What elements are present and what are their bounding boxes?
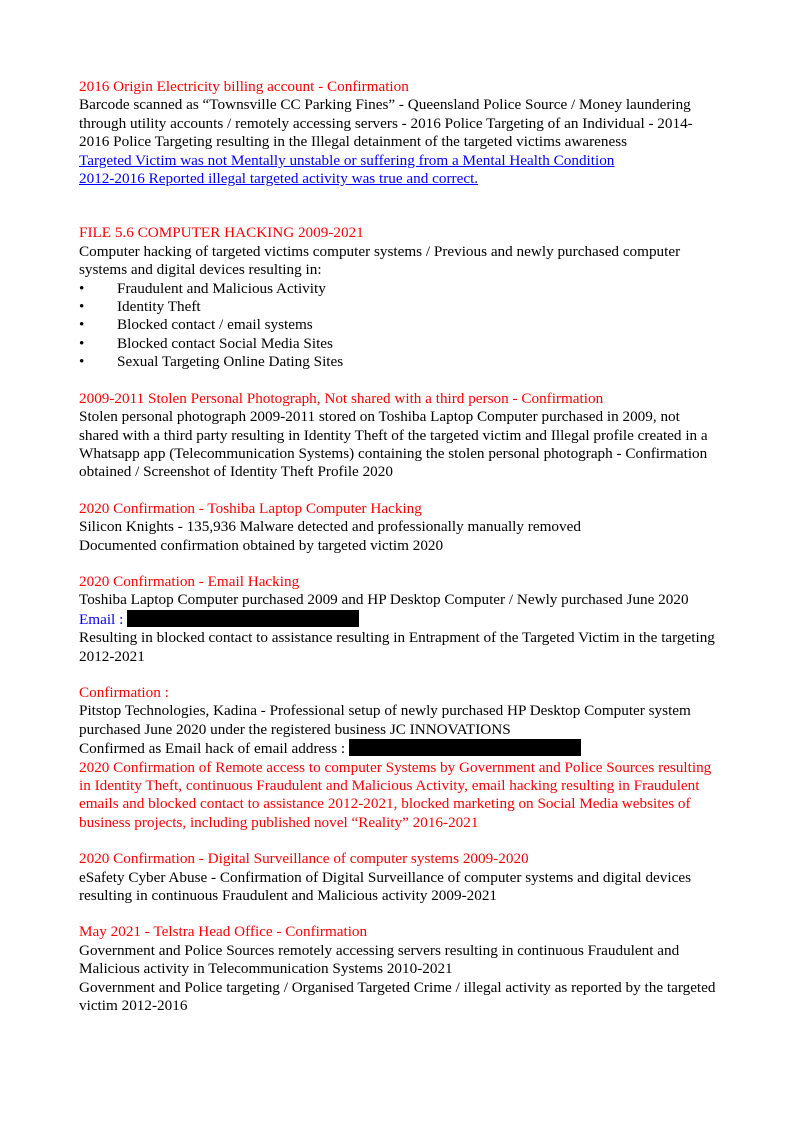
spacer (79, 666, 719, 684)
surveillance-heading: 2020 Confirmation - Digital Surveillance of computer systems 2009-2020 (79, 850, 529, 868)
bullet-icon: • (79, 298, 85, 316)
confirmed-email-label: Confirmed as Email hack of email address : (79, 740, 346, 758)
spacer (79, 188, 719, 224)
reported-activity-link[interactable]: 2012-2016 Reported illegal targeted activity was true and correct. (79, 170, 479, 188)
origin-heading: 2016 Origin Electricity billing account - Confirmation (79, 78, 409, 95)
spacer (79, 832, 719, 850)
toshiba-line-1: Silicon Knights - 135,936 Malware detected and professionally manually removed (79, 518, 581, 536)
email-label: Email : (79, 610, 124, 628)
file-5-6-heading: FILE 5.6 COMPUTER HACKING 2009-2021 (79, 224, 364, 242)
telstra-line-1: Government and Police Sources remotely accessing servers resulting in continuous Fraudulent and Malicious activity in Telecommunication Systems 2010-2021 (79, 941, 680, 978)
list-item: • Fraudulent and Malicious Activity (79, 279, 326, 297)
surveillance-body: eSafety Cyber Abuse - Confirmation of Digital Surveillance of computer systems and digital devices resulting in continuous Fraudulent and Malicious activity 2009-2021 (79, 868, 691, 905)
email-hacking-heading: 2020 Confirmation - Email Hacking (79, 572, 300, 590)
list-item: • Sexual Targeting Online Dating Sites (79, 353, 344, 371)
file-5-6-intro: Computer hacking of targeted victims computer systems / Previous and newly purchased computer systems and digital devices resulting in: (79, 242, 681, 279)
confirmation-heading: Confirmation : (79, 683, 169, 701)
telstra-line-2: Government and Police targeting / Organised Targeted Crime / illegal activity as reported by the targeted victim 2012-2016 (79, 978, 716, 1015)
email-hacking-line-1: Toshiba Laptop Computer purchased 2009 and HP Desktop Computer / Newly purchased June 2020 (79, 591, 689, 609)
origin-body: Barcode scanned as “Townsville CC Parking Fines” - Queensland Police Source / Money laundering through utility accounts / remotely accessing servers - 2016 Police Targeting of an Individual - 2014-2016 Police Targeting resulting in the Illegal detainment of the targeted victims awareness (79, 96, 693, 151)
bullet-icon: • (79, 334, 85, 352)
email-hacking-line-2: Resulting in blocked contact to assistance resulting in Entrapment of the Targeted Victim in the targeting 2012-2021 (79, 629, 715, 665)
list-item: • Identity Theft (79, 298, 201, 316)
pitstop-line: Pitstop Technologies, Kadina - Professional setup of newly purchased HP Desktop Computer system purchased June 2020 under the registered business JC INNOVATIONS (79, 702, 691, 738)
photo-body: Stolen personal photograph 2009-2011 stored on Toshiba Laptop Computer purchased in 2009, not shared with a third party resulting in Identity Theft of the targeted victim and Illegal profile created in a Whatsapp app (Telecommunication Systems) containing the stolen personal photograph - Confirmation obtained / Screenshot of Identity Theft Profile 2020 (79, 408, 708, 481)
confirmed-email-line (79, 739, 719, 758)
telstra-heading: May 2021 - Telstra Head Office - Confirmation (79, 923, 368, 941)
photo-heading: 2009-2011 Stolen Personal Photograph, Not shared with a third person - Confirmation (79, 389, 604, 407)
document-page (79, 78, 719, 1015)
list-item: • Blocked contact Social Media Sites (79, 334, 333, 352)
spacer (79, 372, 719, 390)
spacer (79, 482, 719, 500)
bullet-icon: • (79, 279, 85, 297)
toshiba-heading: 2020 Confirmation - Toshiba Laptop Computer Hacking (79, 499, 422, 517)
email-line (79, 610, 719, 629)
remote-access-paragraph: 2020 Confirmation of Remote access to computer Systems by Government and Police Sources resulting in Identity Theft, continuous Fraudulent and Malicious Activity, email hacking resulting in Fraudulent emails and blocked contact to assistance 2012-2021, blocked marketing on Social Media websites of business projects, including published novel “Reality” 2016-2021 (79, 758, 712, 831)
redacted-email-block (127, 610, 359, 627)
redacted-email-block (349, 739, 581, 756)
mental-health-link[interactable]: Targeted Victim was not Mentally unstable or suffering from a Mental Health Condition (79, 151, 615, 169)
hacking-results-list (79, 280, 719, 372)
spacer (79, 905, 719, 923)
spacer (79, 555, 719, 573)
bullet-icon: • (79, 353, 85, 371)
toshiba-line-2: Documented confirmation obtained by targeted victim 2020 (79, 536, 444, 554)
bullet-icon: • (79, 316, 85, 334)
list-item: • Blocked contact / email systems (79, 316, 313, 334)
